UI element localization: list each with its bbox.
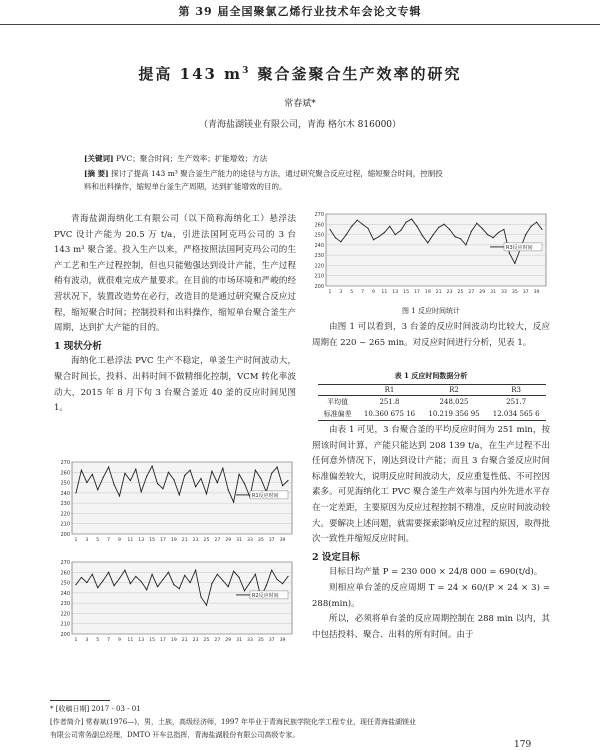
data-point [97, 587, 98, 588]
data-point [97, 489, 98, 490]
data-point [411, 219, 412, 220]
data-point [406, 222, 407, 223]
right-paragraph-5: 所以，必须将单台釜的反应周期控制在 288 min 以内，其中包括投料、聚合、出料的所有时间。由于 [312, 614, 550, 640]
title-superscript: 3 [242, 66, 251, 76]
x-tick-label: 21 [181, 538, 188, 543]
data-point [282, 485, 283, 486]
data-point [173, 584, 174, 585]
data-point [400, 230, 401, 231]
data-point [162, 579, 163, 580]
abstract-line-1: 探讨了提高 143 m³ 聚合釜生产能力的途径与方法，通过研究聚合反应过程，缩短聚合时间，控制投 [111, 169, 443, 178]
x-tick-label: 9 [118, 538, 121, 543]
y-tick-label: 230 [314, 253, 324, 260]
data-point [367, 228, 368, 229]
data-point [384, 232, 385, 233]
data-point [498, 232, 499, 233]
data-point [168, 472, 169, 473]
data-point [266, 585, 267, 586]
data-point [130, 583, 131, 584]
y-tick-label: 200 [60, 632, 70, 638]
data-point [271, 570, 272, 571]
table-cell: 10.219 356 95 [428, 410, 480, 418]
footnote-rule [50, 700, 110, 701]
data-point [86, 482, 87, 483]
y-tick-label: 250 [314, 232, 324, 239]
x-tick-label: 19 [170, 538, 177, 543]
chart-r3 [308, 208, 552, 302]
data-point [124, 473, 125, 474]
data-point [119, 578, 120, 579]
y-tick-label: 250 [60, 480, 70, 487]
data-point [351, 226, 352, 227]
table-cell: 12.034 565 6 [492, 410, 540, 418]
y-tick-label: 220 [60, 611, 70, 618]
y-tick-label: 270 [60, 460, 70, 466]
y-tick-label: 250 [60, 580, 70, 587]
x-tick-label: 29 [225, 538, 232, 543]
x-tick-label: 31 [236, 538, 243, 543]
data-point [395, 234, 396, 235]
data-point [249, 582, 250, 583]
x-tick-label: 19 [424, 290, 431, 295]
y-tick-label: 240 [60, 590, 70, 597]
data-point [206, 605, 207, 606]
x-tick-label: 35 [511, 290, 518, 295]
y-tick-label: 260 [314, 222, 324, 229]
data-point [81, 470, 82, 471]
data-point [152, 466, 153, 467]
data-point [206, 493, 207, 494]
data-point [146, 476, 147, 477]
data-point [346, 234, 347, 235]
table-cell: 10.360 675 16 [363, 410, 416, 418]
legend-label: R3反应时间 [506, 244, 533, 251]
x-tick-label: 11 [127, 638, 134, 643]
data-point [190, 470, 191, 471]
x-tick-label: 31 [490, 290, 497, 295]
x-tick-label: 39 [533, 290, 540, 295]
keywords-label: [关键词] [84, 154, 114, 163]
x-tick-label: 1 [328, 290, 332, 295]
chart-r1 [54, 456, 298, 550]
data-point [465, 244, 466, 245]
abstract-line-2: 料和出料操作，缩短单台釜生产周期，达到扩能增效的目的。 [84, 182, 287, 191]
data-point [200, 596, 201, 597]
abstract [84, 167, 524, 193]
title-rest: 聚合釜聚合生产效率的研究 [250, 65, 462, 83]
right-paragraph-4: 则相应单台釜的反应周期 T = 24 × 60/(P × 24 × 3) = 288(min)。 [312, 582, 550, 609]
x-tick-label: 37 [522, 290, 529, 295]
table-1 [318, 384, 546, 421]
x-tick-label: 21 [435, 290, 442, 295]
data-point [195, 486, 196, 487]
table-cell: 251.7 [506, 398, 527, 406]
x-tick-label: 29 [479, 290, 486, 295]
paper-title [0, 63, 600, 84]
data-point [476, 223, 477, 224]
abstract-label: [摘 要] [84, 169, 109, 178]
y-tick-label: 260 [60, 470, 70, 477]
section-1-heading: 1 现状分析 [54, 340, 102, 352]
data-point [86, 582, 87, 583]
data-point [184, 475, 185, 476]
x-tick-label: 17 [160, 638, 166, 643]
x-tick-label: 27 [214, 638, 221, 643]
affiliation: （青海盐湖镁业有限公司，青海 格尔木 816000） [198, 120, 402, 130]
received-date: [收稿日期] 2017 - 03 - 01 [55, 705, 141, 713]
data-point [141, 581, 142, 582]
section-2-heading: 2 设定目标 [312, 551, 360, 563]
y-tick-label: 230 [60, 601, 70, 608]
y-tick-label: 200 [60, 532, 70, 538]
data-point [135, 576, 136, 577]
legend-label: R1反应时间 [252, 492, 279, 499]
data-point [200, 478, 201, 479]
y-tick-label: 270 [60, 560, 70, 566]
y-tick-label: 240 [314, 242, 324, 249]
data-point [222, 468, 223, 469]
data-point [184, 575, 185, 576]
x-tick-label: 13 [392, 290, 399, 295]
data-point [222, 580, 223, 581]
figure-1-caption: 图 1 反应时间统计 [402, 307, 460, 315]
data-point [503, 229, 504, 230]
x-tick-label: 39 [279, 538, 286, 543]
data-point [277, 579, 278, 580]
x-tick-label: 5 [96, 638, 100, 643]
data-point [287, 576, 288, 577]
data-point [525, 234, 526, 235]
table-cell: 248.025 [439, 398, 469, 406]
x-tick-label: 3 [339, 290, 343, 295]
data-point [113, 484, 114, 485]
data-point [378, 236, 379, 237]
data-point [255, 574, 256, 575]
x-tick-label: 15 [149, 538, 156, 543]
data-point [162, 488, 163, 489]
journal-header: 第 39 届全国聚氯乙烯行业技术年会论文专辑 [178, 5, 422, 18]
data-point [536, 222, 537, 223]
data-point [416, 226, 417, 227]
data-point [119, 495, 120, 496]
x-tick-label: 17 [414, 290, 420, 295]
data-point [92, 574, 93, 575]
x-tick-label: 35 [257, 638, 264, 643]
table-cell: 251.8 [379, 398, 400, 406]
x-tick-label: 9 [372, 290, 375, 295]
table-header-row [318, 385, 546, 396]
x-tick-label: 19 [170, 638, 177, 643]
table-row [318, 396, 546, 409]
data-point [444, 224, 445, 225]
data-point [531, 226, 532, 227]
table-header-cell [318, 385, 357, 396]
data-point [217, 482, 218, 483]
right-block-1 [312, 320, 550, 351]
data-point [329, 229, 330, 230]
y-tick-label: 200 [314, 284, 324, 290]
data-point [152, 574, 153, 575]
data-point [146, 589, 147, 590]
data-point [271, 473, 272, 474]
y-tick-label: 210 [314, 273, 324, 280]
x-tick-label: 13 [138, 638, 145, 643]
x-tick-label: 11 [127, 538, 134, 543]
x-tick-label: 15 [403, 290, 410, 295]
page-number: 179 [514, 740, 532, 750]
data-point [460, 238, 461, 239]
data-point [433, 234, 434, 235]
data-point [103, 580, 104, 581]
data-point [471, 231, 472, 232]
left-paragraph-1: 青海盐湖海纳化工有限公司（以下简称海纳化工）悬浮法 PVC 设计产能为 20.5 万 t/a，引进法国阿克玛公司的 3 台 143 m³ 聚合釜。投入生产以来，严格按照法国阿克玛公司的生产工艺和生产过程控制，但也只能勉强达到设计产能，生产过程稍有波动，就很难完成产量要求。在目前的市场环境和严峻的经营状况下，装置改造势在必行，改造目的是通过研究聚合反应过程，缩短聚合时间；控制投料和出料操作，缩短单台聚合釜生产周期，达到扩大产能的目的。 [54, 214, 296, 334]
data-point [113, 585, 114, 586]
right-block-2 [312, 423, 550, 643]
data-point [211, 583, 212, 584]
left-column [54, 212, 296, 417]
x-tick-label: 23 [446, 290, 453, 295]
title-main: 提高 143 m [138, 65, 243, 83]
x-tick-label: 7 [107, 538, 111, 543]
data-point [103, 477, 104, 478]
data-point [244, 590, 245, 591]
data-point [282, 583, 283, 584]
data-point [217, 574, 218, 575]
data-point [287, 480, 288, 481]
right-paragraph-2: 由表 1 可见，3 台聚合釜的平均反应时间为 251 min，按照该时间计算，产能只能达到 208 139 t/a，在生产过程不出任何意外情况下，刚达到设计产能；而且 3 台聚合釜反应时间标准偏差较大，说明反应时间波动大，反应重复性低、不可控因素多。可见海纳化工 PVC 聚合釜生产效率与国内外先进水平存在一定差距，主要原因为反应过程控制不精准，反应时间波动较大。要解决上述问题，就需要探索影响反应过程的原因，取得批次一致性并缩短反应时间。 [312, 425, 551, 545]
data-point [195, 570, 196, 571]
data-point [438, 227, 439, 228]
data-point [75, 492, 76, 493]
x-tick-label: 33 [247, 638, 253, 643]
x-tick-label: 1 [74, 538, 78, 543]
table-row [318, 408, 546, 421]
chart-r2 [54, 556, 298, 650]
data-point [211, 471, 212, 472]
y-tick-label: 220 [314, 263, 324, 270]
x-tick-label: 11 [381, 290, 388, 295]
table-header-cell: R3 [511, 386, 522, 394]
data-point [277, 467, 278, 468]
left-paragraph-2: 海纳化工悬浮法 PVC 生产不稳定，单釜生产时间波动大，聚合时间长，投料、出料时间不做精细化控制，VCM 转化率波动大，2015 年 8 月下旬 3 台聚合釜近 40 釜的反应时间见图 1。 [54, 356, 296, 414]
y-tick-label: 240 [60, 490, 70, 497]
data-point [157, 586, 158, 587]
data-point [509, 252, 510, 253]
data-point [108, 572, 109, 573]
data-point [422, 235, 423, 236]
x-tick-label: 21 [181, 638, 188, 643]
data-point [541, 229, 542, 230]
data-point [135, 469, 136, 470]
data-point [81, 577, 82, 578]
right-paragraph-3: 目标日均产量 P = 230 000 × 24/8 000 = 690(t/d)。 [329, 567, 543, 578]
data-point [108, 467, 109, 468]
data-point [335, 237, 336, 238]
x-tick-label: 37 [268, 638, 275, 643]
footnote-star: * [50, 705, 54, 713]
data-point [75, 584, 76, 585]
data-point [389, 226, 390, 227]
x-tick-label: 29 [225, 638, 232, 643]
x-tick-label: 5 [350, 290, 354, 295]
keywords-line [84, 152, 524, 165]
data-point [124, 570, 125, 571]
table-1-caption: 表 1 反应时间数据分析 [394, 371, 468, 380]
keywords-text: PVC；聚合时间；生产效率；扩能增效；方法 [116, 154, 268, 163]
x-tick-label: 25 [457, 290, 464, 295]
data-point [92, 474, 93, 475]
data-point [228, 586, 229, 587]
data-point [260, 478, 261, 479]
legend-label: R2反应时间 [252, 592, 279, 599]
table-header-cell: R2 [449, 386, 459, 394]
data-point [130, 480, 131, 481]
data-point [357, 220, 358, 221]
footnote-bio-2: 有限公司常务副总经理，DMTO 开车总指挥，青海盐湖股份有限公司高级专家。 [50, 731, 300, 739]
data-point [482, 228, 483, 229]
y-tick-label: 270 [314, 212, 324, 218]
x-tick-label: 35 [257, 538, 264, 543]
data-point [514, 263, 515, 264]
x-tick-label: 37 [268, 538, 275, 543]
data-point [362, 224, 363, 225]
x-tick-label: 33 [247, 538, 253, 543]
x-tick-label: 27 [214, 538, 221, 543]
data-point [228, 489, 229, 490]
y-tick-label: 220 [60, 511, 70, 518]
header-rule [0, 24, 600, 25]
y-tick-label: 210 [60, 621, 70, 628]
x-tick-label: 15 [149, 638, 156, 643]
data-point [190, 582, 191, 583]
data-point [373, 239, 374, 240]
data-point [492, 237, 493, 238]
y-tick-label: 260 [60, 570, 70, 577]
data-point [233, 571, 234, 572]
x-tick-label: 7 [361, 290, 365, 295]
data-point [141, 491, 142, 492]
x-tick-label: 39 [279, 638, 286, 643]
data-point [173, 479, 174, 480]
x-tick-label: 5 [96, 538, 100, 543]
data-point [427, 242, 428, 243]
x-tick-label: 25 [203, 638, 210, 643]
x-tick-label: 3 [85, 638, 89, 643]
data-point [157, 483, 158, 484]
x-tick-label: 31 [236, 638, 243, 643]
footnote-bio-1: [作者简介] 常春斌(1976—)，男，土族，高级经济师，1997 年毕业于青海民族学院化学工程专业，现任青海盐湖镁业 [50, 718, 417, 726]
table-cell: 标准偏差 [323, 410, 352, 418]
right-paragraph-1: 由图 1 可以看到，3 台釜的反应时间波动均比较大，反应周期在 220 ~ 265 min。对反应时间进行分析，见表 1。 [312, 322, 550, 348]
table-header-cell: R1 [384, 386, 395, 394]
data-table [318, 384, 546, 421]
x-tick-label: 33 [501, 290, 507, 295]
x-tick-label: 3 [85, 538, 89, 543]
x-tick-label: 23 [192, 638, 199, 643]
footnote-received [50, 703, 550, 716]
data-point [233, 502, 234, 503]
data-point [449, 229, 450, 230]
data-point [454, 236, 455, 237]
x-tick-label: 7 [107, 638, 111, 643]
x-tick-label: 13 [138, 538, 145, 543]
x-tick-label: 1 [74, 638, 78, 643]
data-point [340, 241, 341, 242]
data-point [238, 577, 239, 578]
data-point [238, 474, 239, 475]
data-point [179, 588, 180, 589]
data-point [168, 572, 169, 573]
y-tick-label: 230 [60, 501, 70, 508]
data-point [179, 494, 180, 495]
y-tick-label: 210 [60, 521, 70, 528]
data-point [255, 470, 256, 471]
author: 常春斌* [284, 99, 316, 109]
data-point [487, 234, 488, 235]
table-cell: 平均值 [327, 398, 349, 406]
x-tick-label: 23 [192, 538, 199, 543]
x-tick-label: 25 [203, 538, 210, 543]
data-point [244, 483, 245, 484]
x-tick-label: 27 [468, 290, 475, 295]
x-tick-label: 17 [160, 538, 166, 543]
x-tick-label: 9 [118, 638, 121, 643]
